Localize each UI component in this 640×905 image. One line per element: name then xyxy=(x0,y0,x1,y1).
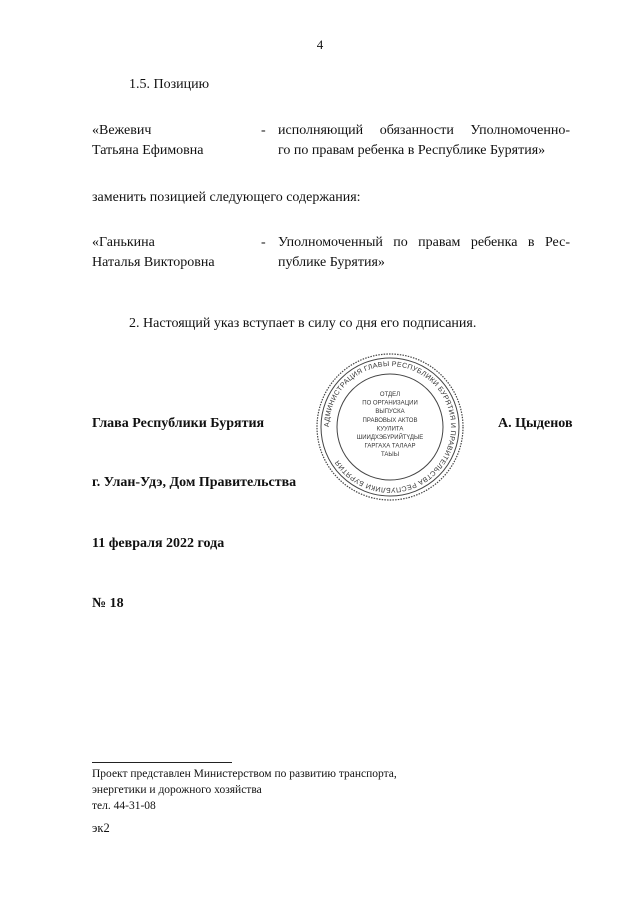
old-position xyxy=(278,121,570,161)
seal-center-line: ПРАВОВЫХ АКТОВ xyxy=(362,417,418,424)
seal-center-line: ГАРГАХА ТАЛААР xyxy=(364,443,416,450)
seal-center-line: ПО ОРГАНИЗАЦИИ xyxy=(362,400,418,407)
old-position-line2: го по правам ребенка в Республике Бурятия» xyxy=(278,143,546,158)
new-position-line2: публике Бурятия» xyxy=(278,255,385,270)
old-name-line1: «Вежевич xyxy=(92,123,152,138)
old-name-line2: Татьяна Ефимовна xyxy=(92,143,204,158)
document-number: № 18 xyxy=(92,596,124,611)
seal-center-line: ОТДЕЛ xyxy=(379,392,401,398)
footer-code: эк2 xyxy=(92,821,110,835)
new-name-line2: Наталья Викторовна xyxy=(92,255,215,270)
old-dash: - xyxy=(261,123,266,138)
seal-center-text xyxy=(357,392,424,458)
footer-line3: тел. 44-31-08 xyxy=(92,800,156,812)
seal-center-line: ШИИДХЭБҮРИЙТҮДЫЕ xyxy=(356,435,424,441)
official-seal xyxy=(315,352,465,502)
new-position-line1: Уполномоченный по правам ребенка в Рес- xyxy=(278,235,570,250)
item-2: 2. Настоящий указ вступает в силу со дня его подписания. xyxy=(129,316,477,331)
footer-line1: Проект представлен Министерством по развитию транспорта, xyxy=(92,768,397,780)
page-number: 4 xyxy=(316,37,324,52)
new-name-line1: «Ганькина xyxy=(92,235,155,250)
date: 11 февраля 2022 года xyxy=(92,536,225,551)
replace-text: заменить позицией следующего содержания: xyxy=(92,190,361,205)
footnote-rule xyxy=(92,762,232,763)
new-position xyxy=(278,233,570,273)
seal-center-line: КУУЛИТА xyxy=(376,426,404,433)
old-position-line1: исполняющий обязанности Уполномоченно- xyxy=(278,123,570,138)
footer-line2: энергетики и дорожного хозяйства xyxy=(92,784,262,796)
place: г. Улан-Удэ, Дом Правительства xyxy=(92,475,297,490)
signature-title: Глава Республики Бурятия xyxy=(92,416,265,431)
new-dash: - xyxy=(261,235,266,250)
seal-ring-textpath: АДМИНИСТРАЦИЯ ГЛАВЫ РЕСПУБЛИКИ БУРЯТИЯ И ПРАВИТЕЛЬСТВА РЕСПУБЛИКИ БУРЯТИЯ xyxy=(323,360,457,494)
signature-name: А. Цыденов xyxy=(498,416,573,431)
seal-center-line: ТАЫЫ xyxy=(380,452,400,459)
item-1-5: 1.5. Позицию xyxy=(129,77,210,92)
seal-center-line: ВЫПУСКА xyxy=(375,409,405,416)
